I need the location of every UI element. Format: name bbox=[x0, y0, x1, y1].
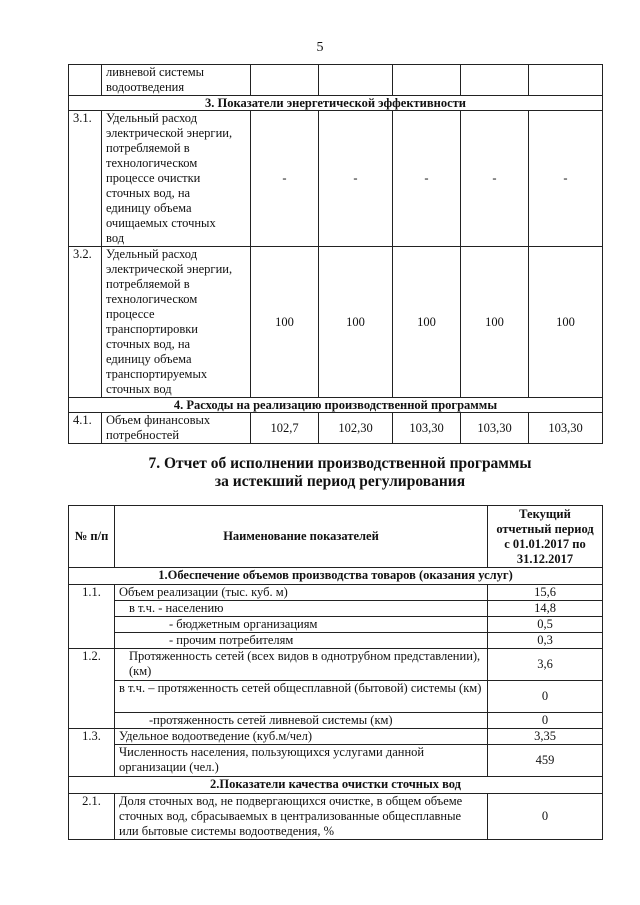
table-row bbox=[69, 65, 603, 96]
table-row bbox=[69, 633, 603, 649]
header-num: № п/п bbox=[69, 506, 115, 568]
row-text: в т.ч. - населению bbox=[115, 601, 488, 617]
value-cell: 100 bbox=[529, 247, 603, 398]
report-table bbox=[68, 505, 603, 840]
value-cell: 3,35 bbox=[488, 729, 603, 745]
table-row bbox=[69, 111, 603, 247]
table-row bbox=[69, 649, 603, 681]
row-text: в т.ч. – протяженность сетей общесплавной (бытовой) системы (км) bbox=[115, 681, 488, 713]
table-row bbox=[69, 794, 603, 840]
value-cell: 0,5 bbox=[488, 617, 603, 633]
cell-line: ливневой системы bbox=[106, 65, 205, 79]
value-cell: 103,30 bbox=[393, 413, 461, 444]
value-cell: 100 bbox=[319, 247, 393, 398]
value-cell: 102,30 bbox=[319, 413, 393, 444]
row-number: 4.1. bbox=[69, 413, 102, 444]
section-title: 4. Расходы на реализацию производственной программы bbox=[69, 398, 603, 413]
row-number: 2.1. bbox=[69, 794, 115, 840]
value-cell: - bbox=[529, 111, 603, 247]
section-title: 1.Обеспечение объемов производства товаров (оказания услуг) bbox=[69, 568, 603, 585]
table-row bbox=[69, 413, 603, 444]
row-text: Протяженность сетей (всех видов в однотрубном представлении), (км) bbox=[115, 649, 488, 681]
section-title: 3. Показатели энергетической эффективности bbox=[69, 96, 603, 111]
value-cell: 103,30 bbox=[529, 413, 603, 444]
row-name: Удельный расход электрической энергии, потребляемой в технологическом процессе транспортировки сточных вод, на единицу объема транспортируемых сточных вод bbox=[102, 247, 251, 398]
value-cell: 100 bbox=[393, 247, 461, 398]
header-name: Наименование показателей bbox=[115, 506, 488, 568]
value-cell: 15,6 bbox=[488, 585, 603, 601]
row-name: Удельный расход электрической энергии, потребляемой в технологическом процессе очистки сточных вод, на единицу объема очищаемых сточных вод bbox=[102, 111, 251, 247]
row-text: - бюджетным организациям bbox=[115, 617, 488, 633]
table-row bbox=[69, 745, 603, 777]
table-row bbox=[69, 713, 603, 729]
cell-line: водоотведения bbox=[106, 80, 185, 94]
value-cell: - bbox=[319, 111, 393, 247]
heading-line: 7. Отчет об исполнении производственной программы bbox=[148, 455, 532, 472]
row-text: Удельное водоотведение (куб.м/чел) bbox=[115, 729, 488, 745]
row-text: Численность населения, пользующихся услугами данной организации (чел.) bbox=[115, 745, 488, 777]
value-cell: 100 bbox=[251, 247, 319, 398]
value-cell: 0 bbox=[488, 713, 603, 729]
value-cell: 100 bbox=[461, 247, 529, 398]
section-title: 2.Показатели качества очистки сточных вод bbox=[69, 777, 603, 794]
value-cell: 103,30 bbox=[461, 413, 529, 444]
value-cell: 0 bbox=[488, 794, 603, 840]
value-cell: 102,7 bbox=[251, 413, 319, 444]
row-number: 1.3. bbox=[69, 729, 115, 745]
table-row bbox=[69, 617, 603, 633]
value-cell: 14,8 bbox=[488, 601, 603, 617]
header-period: Текущий отчетный период с 01.01.2017 по 31.12.2017 bbox=[488, 506, 603, 568]
table-row bbox=[69, 601, 603, 617]
section-row bbox=[69, 777, 603, 794]
value-cell: 3,6 bbox=[488, 649, 603, 681]
row-number: 1.1. bbox=[69, 585, 115, 601]
table-row bbox=[69, 247, 603, 398]
value-cell: 0,3 bbox=[488, 633, 603, 649]
value-cell: - bbox=[393, 111, 461, 247]
section-row bbox=[69, 568, 603, 585]
header-row bbox=[69, 506, 603, 568]
row-number: 3.1. bbox=[69, 111, 102, 247]
row-number: 3.2. bbox=[69, 247, 102, 398]
table-row bbox=[69, 729, 603, 745]
table-row bbox=[69, 585, 603, 601]
energy-table bbox=[68, 64, 603, 444]
table-row bbox=[69, 681, 603, 713]
section-row bbox=[69, 96, 603, 111]
value-cell: - bbox=[251, 111, 319, 247]
row-name: Объем финансовых потребностей bbox=[102, 413, 251, 444]
cell-name bbox=[102, 65, 251, 96]
value-cell: 0 bbox=[488, 681, 603, 713]
section-heading bbox=[0, 455, 640, 491]
heading-line: за истекший период регулирования bbox=[214, 473, 466, 490]
row-number: 1.2. bbox=[69, 649, 115, 681]
value-cell: 459 bbox=[488, 745, 603, 777]
row-text: -протяженность сетей ливневой системы (км) bbox=[115, 713, 488, 729]
row-text: - прочим потребителям bbox=[115, 633, 488, 649]
row-text: Объем реализации (тыс. куб. м) bbox=[115, 585, 488, 601]
page-number: 5 bbox=[316, 40, 324, 55]
cell-num bbox=[69, 65, 102, 96]
row-text: Доля сточных вод, не подвергающихся очистке, в общем объеме сточных вод, сбрасываемых в централизованные общесплавные или бытовые системы водоотведения, % bbox=[115, 794, 488, 840]
section-row bbox=[69, 398, 603, 413]
value-cell: - bbox=[461, 111, 529, 247]
